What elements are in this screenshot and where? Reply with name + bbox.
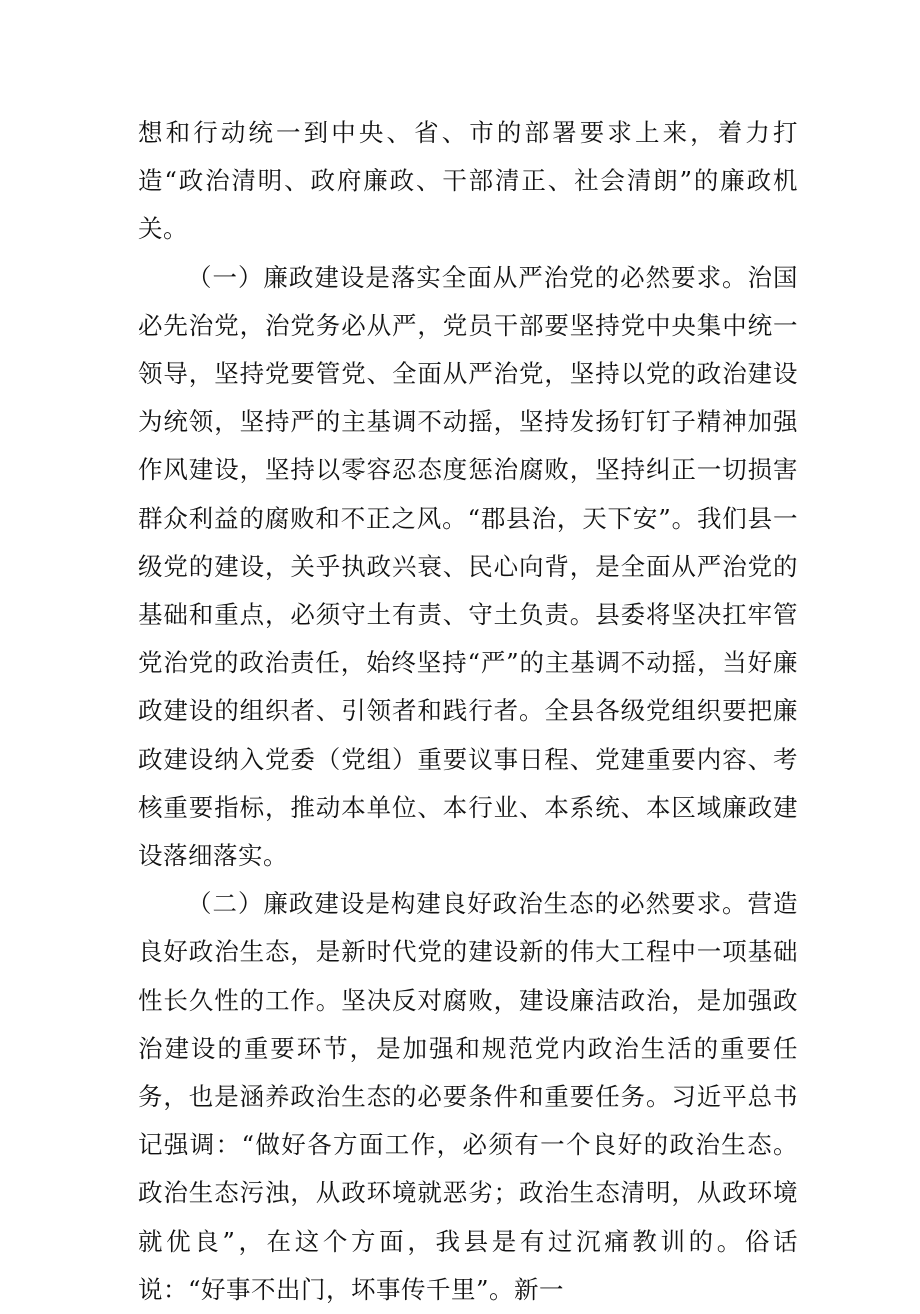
paragraph-2: （一）廉政建设是落实全面从严治党的必然要求。治国必先治党，治党务必从严，党员干部要坚持党中央集中统一领导，坚持党要管党、全面从严治党，坚持以党的政治建设为统领，坚持严的主基调不动摇，坚持发扬钉钉子精神加强作风建设，坚持以零容忍态度惩治腐败，坚持纠正一切损害群众利益的腐败和不正之风。“郡县治，天下安”。我们县一级党的建设，关乎执政兴衰、民心向背，是全面从严治党的基础和重点，必须守土有责、守土负责。县委将坚决扛牢管党治党的政治责任，始终坚持“严”的主基调不动摇，当好廉政建设的组织者、引领者和践行者。全县各级党组织要把廉政建设纳入党委（党组）重要议事日程、党建重要内容、考核重要指标，推动本单位、本行业、本系统、本区域廉政建设落细落实。 <box>138 262 798 871</box>
document-body <box>138 109 798 1314</box>
paragraph-1: 想和行动统一到中央、省、市的部署要求上来，着力打造“政治清明、政府廉政、干部清正、社会清朗”的廉政机关。 <box>138 118 798 244</box>
paragraph-3: （二）廉政建设是构建良好政治生态的必然要求。营造良好政治生态，是新时代党的建设新的伟大工程中一项基础性长久性的工作。坚决反对腐败，建设廉洁政治，是加强政治建设的重要环节，是加强和规范党内政治生活的重要任务，也是涵养政治生态的必要条件和重要任务。习近平总书记强调：“做好各方面工作，必须有一个良好的政治生态。政治生态污浊，从政环境就恶劣；政治生态清明，从政环境就优良”，在这个方面，我县是有过沉痛教训的。俗话说：“好事不出门，坏事传千里”。新一 <box>138 889 798 1304</box>
